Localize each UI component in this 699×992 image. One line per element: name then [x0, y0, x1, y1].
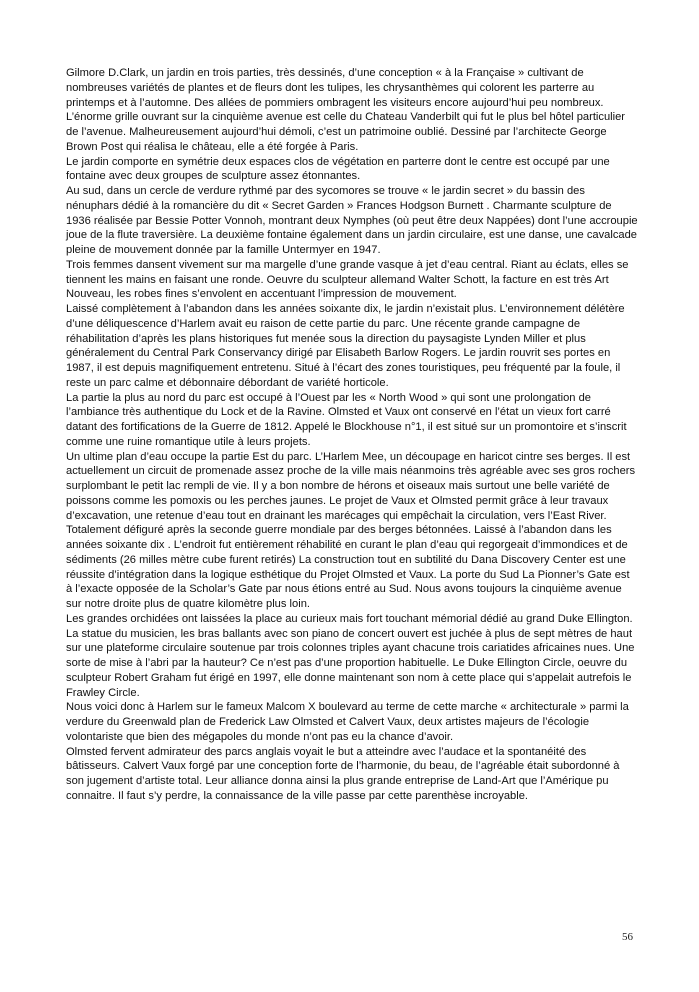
paragraph-6: La partie la plus au nord du parc est occupé à l’Ouest par les « North Wood » qui sont une prolongation de l’ambiance très authentique du Lock et de la Ravine. Olmsted et Vaux ont conservé en l’état un vieux fort carré datant des fortifications de la Guerre de 1812. Appelé le Blockhouse n°1, il est situé sur un promontoire et s’inscrit comme une ruine romantique utile à leurs projets. [66, 391, 627, 448]
paragraph-1: Gilmore D.Clark, un jardin en trois parties, très dessinés, d’une conception « à la Française » cultivant de nombreuses variétés de plantes et de fleurs dont les tulipes, les chrysanthèmes qui colorent les parterre au printemps et à l’automne. Des allées de pommiers ombragent les visiteurs encore aujourd’hui peu nombreux. L’énorme grille ouvrant sur la cinquième avenue est celle du Chateau Vanderbilt qui fut le plus bel hôtel particulier de l’avenue. Malheureusement aujourd’hui démoli, c’est un patrimoine oublié. Dessiné par l’architecte George Brown Post qui réalisa le château, elle a été forgée à Paris. [66, 67, 626, 153]
paragraph-8: Les grandes orchidées ont laissées la place au curieux mais fort touchant mémorial dédié au grand Duke Ellington. La statue du musicien, les bras ballants avec son piano de concert ouvert est juchée à plus de sept mètres de haut sur une plateforme circulaire soutenue par trois colonnes triples ayant chacune trois cariatides africaines nues. Une sorte de mise à l’abri par la hauteur? Ce n’est pas d’une proportion habituelle. Le Duke Ellington Circle, oeuvre du sculpteur Robert Graham fut érigé en 1997, elle donne maintenant son nom à cette place qui s’appelait autrefois le Frawley Circle. [66, 612, 635, 699]
paragraph-5: Laissé complètement à l’abandon dans les années soixante dix, le jardin n’existait plus. L’environnement délétère d’une déliquescence d’Harlem avait eu raison de cette partie du parc. Une récente grande campagne de réhabilitation d’après les plans historiques fut menée sous la direction du paysagiste Lynden Miller et plus généralement du Central Park Conservancy dirigé par Elisabeth Barlow Rogers. Le jardin rouvrit ses portes en 1987, il est depuis magnifiquement entretenu. Situé à l’écart des zones touristiques, peu fréquenté par la foule, il reste un parc calme et débonnaire débordant de variété horticole. [66, 303, 625, 389]
paragraph-9: Nous voici donc à Harlem sur le fameux Malcom X boulevard au terme de cette marche « architecturale » parmi la verdure du Greenwald plan de Frederick Law Olmsted et Calvert Vaux, deux artistes majeurs de l’écologie volontariste que bien des mégapoles du monde n’ont pas eu la chance d’avoir. [66, 701, 629, 743]
paragraph-7: Un ultime plan d’eau occupe la partie Est du parc. L’Harlem Mee, un découpage en haricot cintre ses berges. Il est actuellement un circuit de promenade assez proche de la ville mais néanmoins très agréable avec ses gros rochers surplombant le petit lac rempli de vie. Il y a bon nombre de hérons et oiseaux mais surtout une belle variété de poissons comme les pomoxis ou les perches jaunes. Le projet de Vaux et Olmsted permit grâce à leur travaux d’excavation, une retenue d’eau tout en drainant les marécages qui empêchait la circulation, vers l’East River. Totalement défiguré après la seconde guerre mondiale par des berges bétonnées. Laissé à l’abandon dans les années soixante dix . L’endroit fut entièrement réhabilité en curant le plan d’eau qui regorgeait d’immondices et de sédiments (26 milles mètre cube furent retirés) La construction tout en subtilité du Dana Discovery Center est une réussite d’intégration dans la logique esthétique du Projet Olmsted et Vaux. La porte du Sud La Pionner’s Gate est à l’exacte opposée de la Scholar’s Gate par nous étions entré au Sud. Nous avons toujours la cinquième avenue sur notre droite plus de quatre kilomètre plus loin. [66, 450, 636, 610]
body-text [66, 66, 638, 804]
paragraph-4: Trois femmes dansent vivement sur ma margelle d’une grande vasque à jet d’eau central. Riant au éclats, elles se tiennent les mains en faisant une ronde. Oeuvre du sculpteur allemand Walter Schott, la facture en est très Art Nouveau, les robes fines s’envolent en accentuant l’impression de mouvement. [66, 258, 629, 301]
paragraph-2: Le jardin comporte en symétrie deux espaces clos de végétation en parterre dont le centre est occupé par une fontaine avec deux groupes de sculpture assez étonnantes. [66, 155, 610, 183]
paragraph-10: Olmsted fervent admirateur des parcs anglais voyait le but a atteindre avec l’audace et la spontanéité des bâtisseurs. Calvert Vaux forgé par une conception forte de l’harmonie, du beau, de l’agréable était subordonné à son jugement d’artiste total. Leur alliance donna ainsi la plus grande entreprise de Land-Art que l’Amérique pu connaitre. Il faut s’y perdre, la connaissance de la ville passe par cette parenthèse incroyable. [66, 745, 620, 802]
page-number: 56 [622, 931, 633, 943]
paragraph-3: Au sud, dans un cercle de verdure rythmé par des sycomores se trouve « le jardin secret » du bassin des nénuphars dédié à la romancière du dit « Secret Garden » Frances Hodgson Burnett . Charmante sculpture de 1936 réalisée par Bessie Potter Vonnoh, montrant deux Nymphes (où peut être deux Nappées) dont l’une accroupie joue de la flute traversière. La deuxième fontaine également dans un jardin circulaire, est une danse, une cavalcade pleine de mouvement donnée par la famille Untermyer en 1947. [66, 185, 638, 256]
